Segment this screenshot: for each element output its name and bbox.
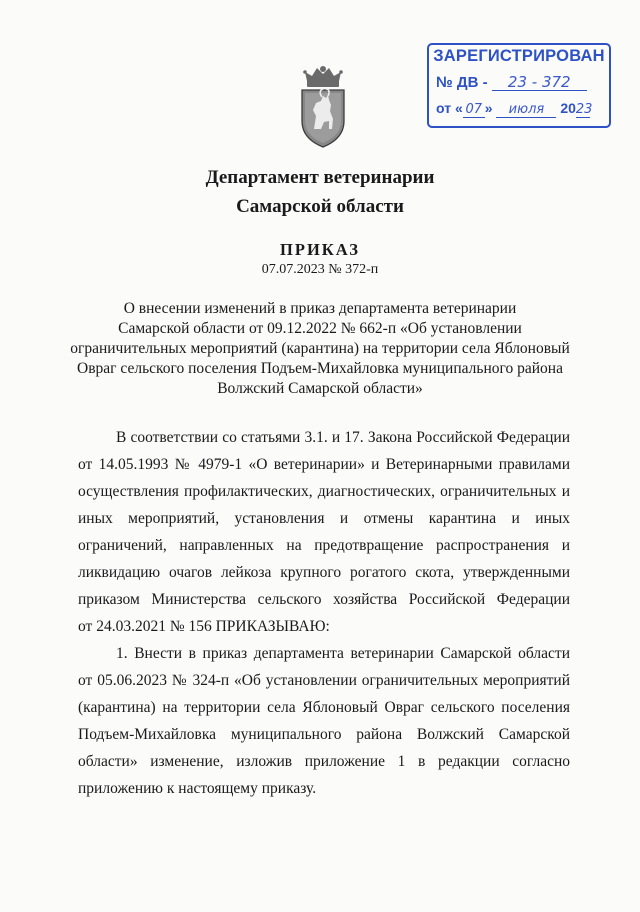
order-subject (0, 299, 640, 399)
body-paragraph-line: иных мероприятий, установления и отмены карантина и иных (78, 510, 570, 527)
body-paragraph-line: 1. Внести в приказ департамента ветеринарии Самарской области (116, 645, 570, 662)
body-paragraph-line: области» изменение, изложив приложение 1 в редакции согласно (78, 753, 570, 770)
stamp-date-prefix: от « (436, 100, 463, 116)
stamp-title: ЗАРЕГИСТРИРОВАН (433, 47, 605, 65)
body-paragraph-line: Подъем-Михайловка муниципального района Волжский Самарской (78, 726, 570, 743)
body-paragraph-line: приложению к настоящему приказу. (78, 780, 317, 797)
stamp-date-mid: » (484, 100, 493, 116)
subject-line: Самарской области от 09.12.2022 № 662-п «Об установлении (118, 320, 522, 337)
subject-line: О внесении изменений в приказ департамента ветеринарии (123, 300, 517, 317)
stamp-date-year-prefix: 20 (560, 100, 576, 116)
stamp-number-handwritten: 23 - 372 (492, 75, 587, 91)
subject-line: Овраг сельского поселения Подъем-Михайловка муниципального района (77, 360, 563, 377)
body-paragraph-line: осуществления профилактических, диагностических, ограничительных и (78, 483, 570, 500)
body-paragraph-line: от 14.05.1993 № 4979-1 «О ветеринарии» и Ветеринарными правилами (78, 456, 570, 473)
registration-stamp (427, 43, 611, 128)
body-paragraph-line: ограничений, направленных на предотвращение распространения и (78, 537, 570, 554)
department-name-line1: Департамент ветеринарии (205, 167, 435, 188)
stamp-number-prefix: № ДВ - (436, 74, 488, 91)
body-paragraph-line: приказом Министерства сельского хозяйства Российской Федерации (78, 591, 570, 608)
order-date-number: 07.07.2023 № 372-п (261, 262, 379, 277)
subject-line: Волжский Самарской области» (217, 380, 423, 397)
order-body (78, 424, 570, 802)
stamp-date-line (436, 100, 593, 118)
document-title: ПРИКАЗ (280, 240, 360, 259)
body-paragraph-line: В соответствии со статьями 3.1. и 17. Закона Российской Федерации (116, 429, 570, 446)
body-paragraph-line: ликвидацию очагов лейкоза крупного рогатого скота, утвержденными (78, 564, 570, 581)
body-paragraph-line: (карантина) на территории села Яблоновый Овраг сельского поселения (78, 699, 570, 716)
stamp-date-month: июля (496, 102, 556, 118)
stamp-date-year-suffix: 23 (575, 102, 593, 117)
stamp-number-line (436, 74, 587, 91)
subject-line: ограничительных мероприятий (карантина) на территории села Яблоновый (70, 340, 570, 357)
body-paragraph-line: от 05.06.2023 № 324-п «Об установлении ограничительных мероприятий (78, 672, 570, 689)
samara-coat-of-arms-icon (295, 65, 351, 149)
stamp-date-day: 07 (463, 102, 485, 118)
body-paragraph-line: от 24.03.2021 № 156 ПРИКАЗЫВАЮ: (78, 618, 330, 635)
department-name-line2: Самарской области (236, 196, 404, 217)
